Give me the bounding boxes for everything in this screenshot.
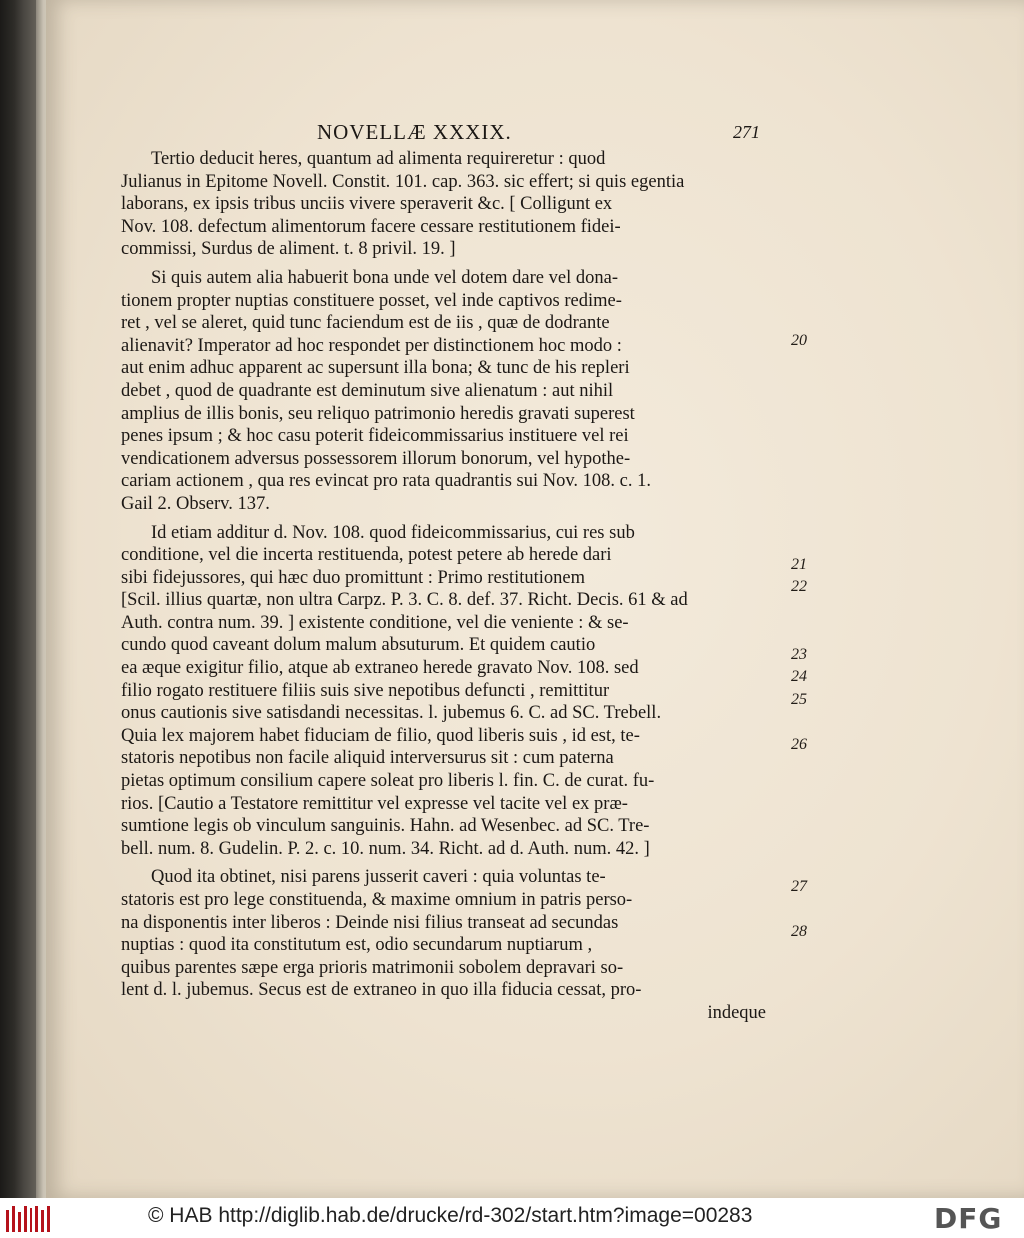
text-line: Tertio deducit heres, quantum ad alimenta requireretur : quod bbox=[151, 149, 606, 169]
text-line: rios. [Cautio a Testatore remittitur vel expresse vel tacite vel ex præ- bbox=[121, 793, 628, 814]
text-line: na disponentis inter liberos : Deinde nisi filius transeat ad secundas bbox=[121, 912, 619, 933]
margin-number: 20 bbox=[791, 332, 807, 349]
text-line: cundo quod caveant dolum malum absuturum. Et quidem cautio bbox=[121, 635, 596, 656]
text-line: ret , vel se aleret, quid tunc faciendum est de iis , quæ de dodrante bbox=[121, 313, 610, 334]
text-line: onus cautionis sive satisdandi necessitas. l. jubemus 6. C. ad SC. Trebell. bbox=[121, 703, 662, 724]
text-line: aut enim adhuc apparent ac supersunt illa bona; & tunc de his repleri bbox=[121, 358, 630, 379]
text-line: tionem propter nuptias constituere posset, vel inde captivos redime- bbox=[121, 290, 622, 311]
text-line: bell. num. 8. Gudelin. P. 2. c. 10. num. 34. Richt. ad d. Auth. num. 42. ] bbox=[121, 838, 650, 859]
text-line: penes ipsum ; & hoc casu poterit fideicommissarius instituere vel rei bbox=[121, 426, 629, 447]
page-text bbox=[121, 118, 807, 1025]
text-line: [Scil. illius quartæ, non ultra Carpz. P. 3. C. 8. def. 37. Richt. Decis. 61 & ad bbox=[121, 590, 688, 611]
running-head bbox=[121, 118, 766, 148]
text-line: quibus parentes sæpe erga prioris matrimonii sobolem depravari so- bbox=[121, 957, 624, 978]
catchword: indeque bbox=[707, 1002, 766, 1023]
scanned-page bbox=[46, 0, 1024, 1198]
text-line: Quia lex majorem habet fiduciam de filio, quod liberis suis , id est, te- bbox=[121, 725, 640, 746]
footer-citation-link[interactable]: © HAB http://diglib.hab.de/drucke/rd-302/start.htm?image=00283 bbox=[148, 1204, 753, 1227]
text-line: Auth. contra num. 39. ] existente conditione, vel die veniente : & se- bbox=[121, 612, 629, 633]
margin-number: 24 bbox=[791, 668, 807, 685]
text-line: statoris nepotibus non facile aliquid interversurus sit : cum paterna bbox=[121, 748, 614, 769]
text-line: conditione, vel die incerta restituenda, potest petere ab herede dari bbox=[121, 545, 612, 566]
book-spine bbox=[0, 0, 40, 1198]
dfg-logo: DFG bbox=[934, 1202, 1003, 1235]
margin-number: 21 bbox=[791, 556, 807, 573]
text-line: alienavit? Imperator ad hoc respondet per distinctionem hoc modo : bbox=[121, 335, 622, 356]
text-line: nuptias : quod ita constitutum est, odio secundarum nuptiarum , bbox=[121, 935, 593, 956]
text-line: debet , quod de quadrante est deminutum sive alienatum : aut nihil bbox=[121, 380, 614, 401]
text-line: amplius de illis bonis, seu reliquo patrimonio heredis gravati superest bbox=[121, 403, 635, 424]
hab-logo-icon bbox=[6, 1204, 50, 1232]
text-line: filio rogato restituere filiis suis sive nepotibus defuncti , remittitur bbox=[121, 680, 610, 701]
text-line: Gail 2. Observ. 137. bbox=[121, 493, 270, 514]
text-line: laborans, ex ipsis tribus unciis vivere speraverit &c. [ Colligunt ex bbox=[121, 194, 613, 215]
text-line: Nov. 108. defectum alimentorum facere cessare restitutionem fidei- bbox=[121, 216, 621, 237]
text-line: Julianus in Epitome Novell. Constit. 101. cap. 363. sic effert; si quis egentia bbox=[121, 171, 685, 192]
text-line: ea æque exigitur filio, atque ab extraneo herede gravato Nov. 108. sed bbox=[121, 658, 639, 679]
margin-number: 26 bbox=[791, 736, 807, 753]
text-line: commissi, Surdus de aliment. t. 8 privil. 19. ] bbox=[121, 239, 456, 260]
margin-number: 27 bbox=[791, 878, 807, 895]
text-line: Quod ita obtinet, nisi parens jusserit caveri : quia voluntas te- bbox=[151, 867, 606, 888]
text-line: sumtione legis ob vinculum sanguinis. Hahn. ad Wesenbec. ad SC. Tre- bbox=[121, 816, 650, 837]
margin-number: 22 bbox=[791, 578, 807, 595]
text-line: lent d. l. jubemus. Secus est de extraneo in quo illa fiducia cessat, pro- bbox=[121, 980, 642, 1001]
text-line: sibi fidejussores, qui hæc duo promittunt : Primo restitutionem bbox=[121, 567, 586, 588]
text-line: cariam actionem , qua res evincat pro rata quadrantis sui Nov. 108. c. 1. bbox=[121, 471, 651, 492]
text-line: pietas optimum consilium capere soleat pro liberis l. fin. C. de curat. fu- bbox=[121, 771, 655, 792]
footer-bar bbox=[0, 1198, 1024, 1238]
margin-number: 28 bbox=[791, 923, 807, 940]
margin-number: 23 bbox=[791, 646, 807, 663]
text-line: vendicationem adversus possessorem illorum bonorum, vel hypothe- bbox=[121, 448, 631, 469]
running-title: NOVELLÆ XXXIX. bbox=[317, 120, 512, 144]
text-line: Si quis autem alia habuerit bona unde vel dotem dare vel dona- bbox=[151, 267, 618, 288]
page-number: 271 bbox=[733, 122, 760, 142]
text-line: Id etiam additur d. Nov. 108. quod fideicommissarius, cui res sub bbox=[151, 522, 635, 543]
text-line: statoris est pro lege constituenda, & maxime omnium in patris perso- bbox=[121, 890, 633, 910]
margin-number: 25 bbox=[791, 691, 807, 708]
